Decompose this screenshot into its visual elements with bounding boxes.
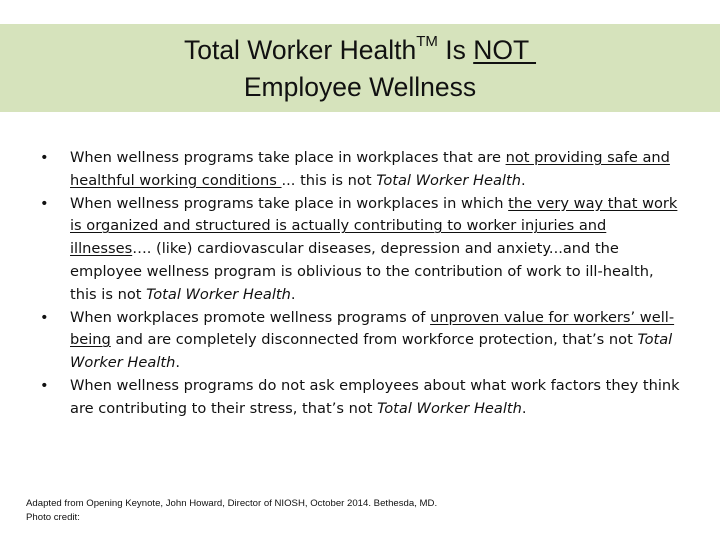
bullet-italic-text: Total Worker Health [377,399,522,417]
trademark-superscript: TM [416,33,438,51]
bullet-text: . [290,285,296,303]
bullet-dot-icon: • [40,149,49,166]
bullet-text: . [175,354,180,372]
bullet-item [40,147,680,193]
bullet-text: …. (like) cardiovascular diseases, depression and anxiety...and the employee wellness program is oblivious to the contribution of work to ill-health, this is not [70,240,654,303]
bullet-underlined-text: unproven value for workers’ well-being [70,308,675,349]
title-line-1 [0,32,720,69]
bullet-text: and are completely disconnected from workforce protection, that’s not [110,331,638,349]
title-text-is: Is [437,35,474,65]
title-underlined-not: NOT [473,35,537,65]
bullet-underlined-text: not providing safe and healthful working conditions [70,149,670,189]
bullet-dot-icon: • [40,376,49,394]
bullet-text: When wellness programs take place in workplaces in which [70,194,509,212]
bullet-italic-text: Total Worker Health [146,285,291,303]
bullet-text: . [520,171,526,189]
bullet-italic-text: Total Worker Health [376,171,521,189]
bullet-text: When wellness programs do not ask employees about what work factors they think are contributing to their stress, that’s not [70,376,680,417]
bullet-italic-text: Total Worker Health [70,331,673,372]
title-text: Total Worker Health [183,35,417,65]
bullet-text: ... this is not [281,171,377,189]
bullet-text: When wellness programs take place in workplaces that are [70,149,506,166]
bullet-dot-icon: • [40,308,49,326]
bullet-list [40,147,680,421]
slide-title [0,32,720,106]
title-line-2: Employee Wellness [243,72,477,102]
bullet-dot-icon: • [40,194,49,212]
footer-source-line: Adapted from Opening Keynote, John Howard, Director of NIOSH, October 2014. Bethesda, MD. [26,498,438,509]
footer-credits [26,497,437,525]
bullet-underlined-text: the very way that work is organized and structured is actually contributing to worker injuries and illnesses [70,194,678,258]
bullet-item [40,375,680,421]
bullet-item [40,307,680,375]
bullet-text: . [521,399,527,417]
bullet-text: When workplaces promote wellness programs of [70,308,431,326]
footer-photo-credit: Photo credit: [26,512,80,523]
bullet-item [40,193,680,307]
